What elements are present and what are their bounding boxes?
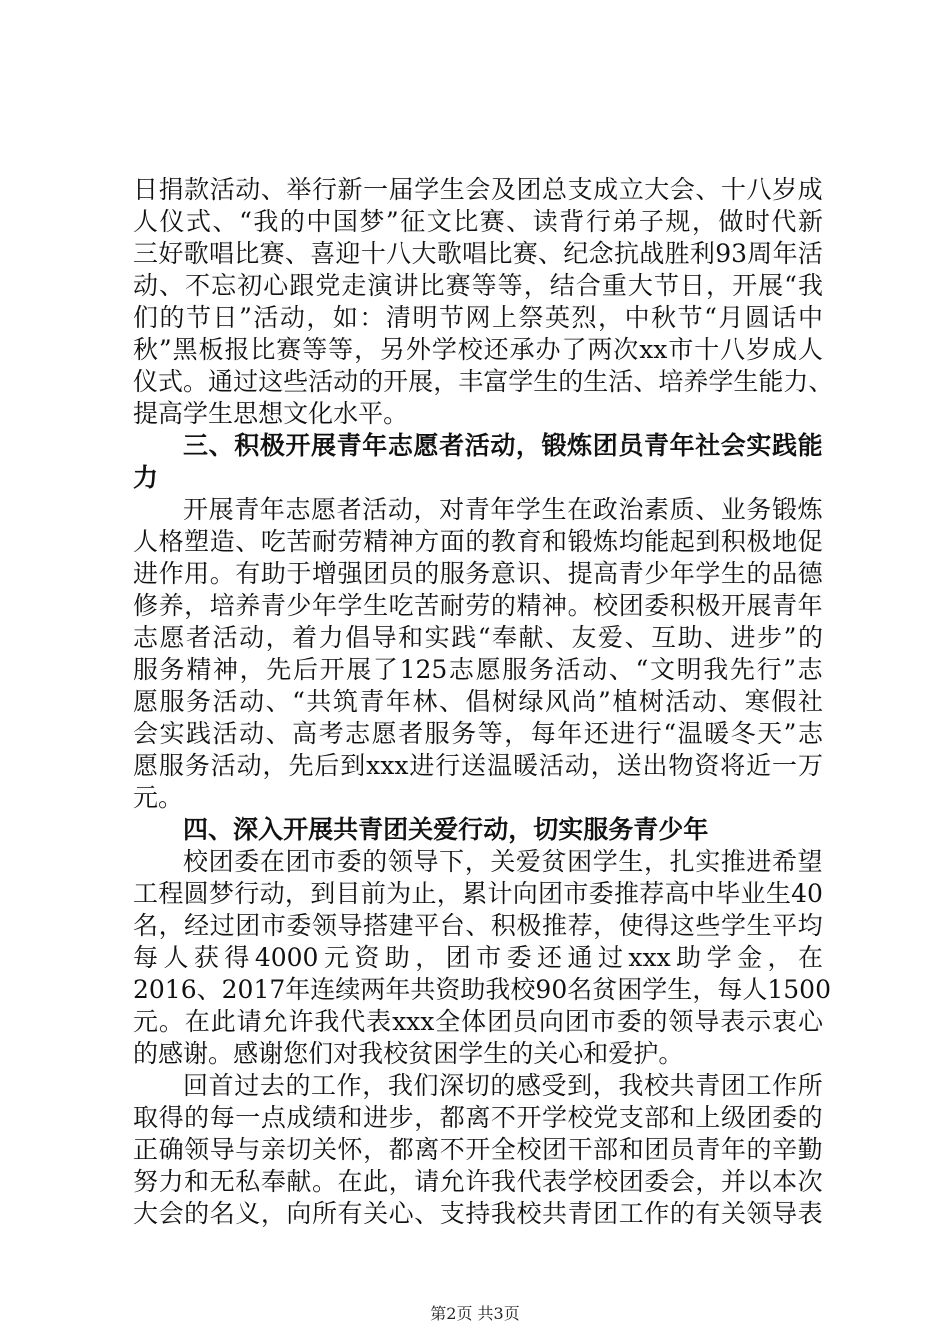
paragraph-line: 提 高 学 生 思 想 文 化 水 平 。 xyxy=(133,399,409,428)
paragraph-line: 校 团 委 在 团 市 委 的 领 导 下 ， 关 爱 贫 困 学 生 ， 扎 实 推 进 希 望 xyxy=(183,847,823,876)
paragraph-line: 每 人 获 得 4000 元 资 助 ， 团 市 委 还 通 过 xxx 助 学 金 ， 在 xyxy=(133,943,823,972)
paragraph-line: 取 得 的 每 一 点 成 绩 和 进 步 ， 都 离 不 开 学 校 党 支 部 和 上 级 团 委 的 xyxy=(133,1103,823,1132)
page-footer: 第2页 共3页 xyxy=(430,1304,520,1323)
paragraph-line: 三 好 歌 唱 比 赛 、 喜 迎 十 八 大 歌 唱 比 赛 、 纪 念 抗 战 胜 利 93 周 年 活 xyxy=(133,239,823,268)
paragraph-line: 愿 服 务 活 动 、 “ 共 筑 青 年 林 、 倡 树 绿 风 尚 ” 植 树 活 动 、 寒 假 社 xyxy=(133,687,823,716)
paragraph-line: 开 展 青 年 志 愿 者 活 动 ， 对 青 年 学 生 在 政 治 素 质 、 业 务 锻 炼 xyxy=(183,495,823,524)
document-body xyxy=(133,174,834,1230)
paragraph-line: 的 感 谢 。 感 谢 您 们 对 我 校 贫 困 学 生 的 关 心 和 爱 护 。 xyxy=(133,1039,684,1068)
paragraph-line: 会 实 践 活 动 、 高 考 志 愿 者 服 务 等 ， 每 年 还 进 行 “ 温 暖 冬 天 ” 志 xyxy=(133,719,823,748)
paragraph-line: 们 的 节 日 ” 活 动 ， 如 ： 清 明 节 网 上 祭 英 烈 ， 中 秋 节 “ 月 圆 话 中 xyxy=(133,303,823,332)
section-heading-line: 力 xyxy=(133,463,159,492)
paragraph-line: 人 格 塑 造 、 吃 苦 耐 劳 精 神 方 面 的 教 育 和 锻 炼 均 能 起 到 积 极 地 促 xyxy=(133,527,823,556)
paragraph-line: 2016 、 2017 年 连 续 两 年 共 资 助 我 校 90 名 贫 困 学 生 ， 每 人 1500 xyxy=(133,975,831,1004)
paragraph-line: 日 捐 款 活 动 、 举 行 新 一 届 学 生 会 及 团 总 支 成 立 大 会 、 十 八 岁 成 xyxy=(133,175,823,204)
paragraph-line: 人 仪 式 、 “ 我 的 中 国 梦 ” 征 文 比 赛 、 读 背 行 弟 子 规 ， 做 时 代 新 xyxy=(133,207,823,236)
paragraph-line: 努 力 和 无 私 奉 献 。 在 此 ， 请 允 许 我 代 表 学 校 团 委 会 ， 并 以 本 次 xyxy=(133,1167,823,1196)
section-heading-line: 四 、 深 入 开 展 共 青 团 关 爱 行 动 ， 切 实 服 务 青 少 年 xyxy=(183,815,709,844)
paragraph-line: 动 、 不 忘 初 心 跟 党 走 演 讲 比 赛 等 等 ， 结 合 重 大 节 日 ， 开 展 “ 我 xyxy=(133,271,823,300)
paragraph-line: 仪 式 。 通 过 这 些 活 动 的 开 展 ， 丰 富 学 生 的 生 活 、 培 养 学 生 能 力 、 xyxy=(133,367,834,396)
paragraph-line: 回 首 过 去 的 工 作 ， 我 们 深 切 的 感 受 到 ， 我 校 共 青 团 工 作 所 xyxy=(183,1071,823,1100)
paragraph-line: 秋 ” 黑 板 报 比 赛 等 等 ， 另 外 学 校 还 承 办 了 两 次 xx 市 十 八 岁 成 人 xyxy=(133,335,823,364)
paragraph-line: 进 作 用 。 有 助 于 增 强 团 员 的 服 务 意 识 、 提 高 青 少 年 学 生 的 品 德 xyxy=(133,559,823,588)
paragraph-line: 工 程 圆 梦 行 动 ， 到 目 前 为 止 ， 累 计 向 团 市 委 推 荐 高 中 毕 业 生 40 xyxy=(133,879,823,908)
paragraph-line: 元 。 xyxy=(133,783,184,812)
paragraph-line: 正 确 领 导 与 亲 切 关 怀 ， 都 离 不 开 全 校 团 干 部 和 团 员 青 年 的 辛 勤 xyxy=(133,1135,823,1164)
section-heading-line: 三 、 积 极 开 展 青 年 志 愿 者 活 动 ， 锻 炼 团 员 青 年 社 会 实 践 能 xyxy=(183,431,823,460)
paragraph-line: 修 养 ， 培 养 青 少 年 学 生 吃 苦 耐 劳 的 精 神 。 校 团 委 积 极 开 展 青 年 xyxy=(133,591,823,620)
paragraph-line: 名 ， 经 过 团 市 委 领 导 搭 建 平 台 、 积 极 推 荐 ， 使 得 这 些 学 生 平 均 xyxy=(133,911,823,940)
paragraph-line: 愿 服 务 活 动 ， 先 后 到 xxx 进 行 送 温 暖 活 动 ， 送 出 物 资 将 近 一 万 xyxy=(133,751,823,780)
paragraph-line: 志 愿 者 活 动 ， 着 力 倡 导 和 实 践 “ 奉 献 、 友 爱 、 互 助 、 进 步 ” 的 xyxy=(133,623,823,652)
paragraph-line: 元 。 在 此 请 允 许 我 代 表 xxx 全 体 团 员 向 团 市 委 的 领 导 表 示 衷 心 xyxy=(133,1007,823,1036)
paragraph-line: 服 务 精 神 ， 先 后 开 展 了 125 志 愿 服 务 活 动 、 “ 文 明 我 先 行 ” 志 xyxy=(133,655,823,684)
paragraph-line: 大 会 的 名 义 ， 向 所 有 关 心 、 支 持 我 校 共 青 团 工 作 的 有 关 领 导 表 xyxy=(133,1199,823,1228)
